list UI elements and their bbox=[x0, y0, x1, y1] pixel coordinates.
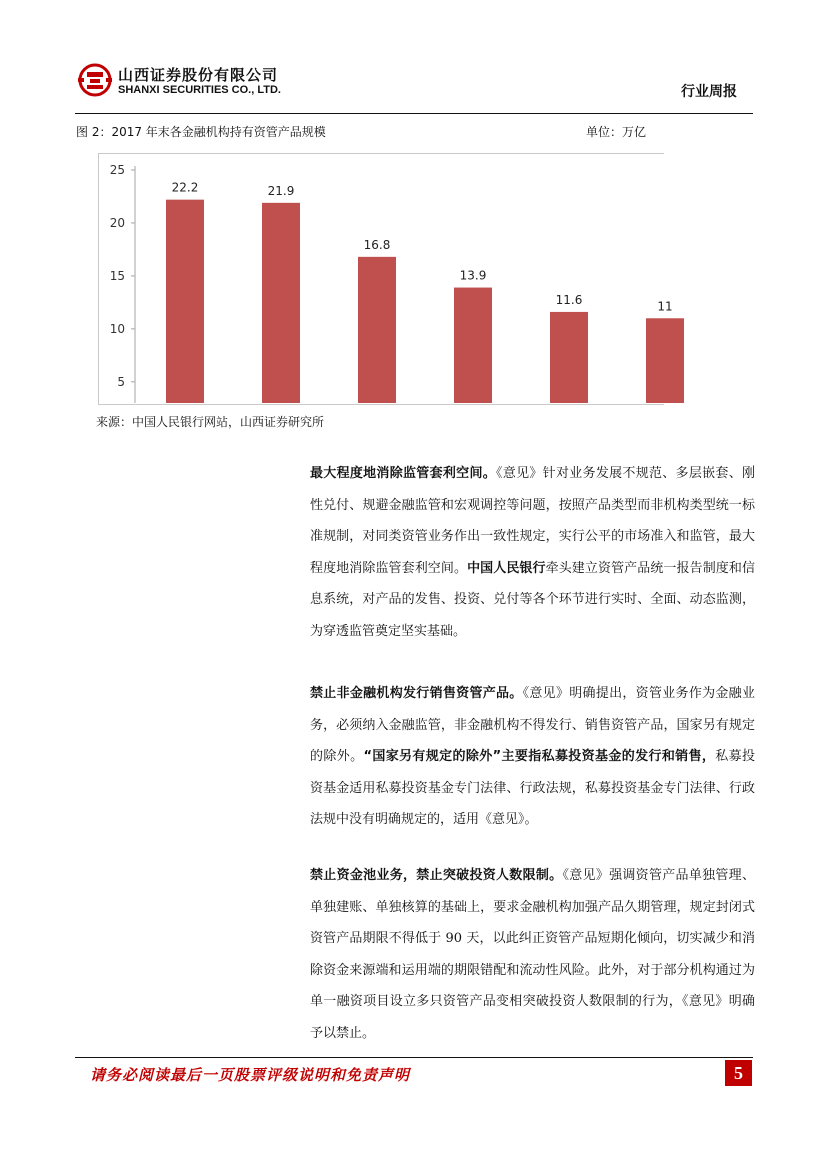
paragraph-emphasis: 中国人民银行 bbox=[467, 560, 546, 576]
bar bbox=[646, 318, 684, 403]
disclaimer-link[interactable]: 请务必阅读最后一页股票评级说明和免责声明 bbox=[90, 1066, 411, 1084]
bar bbox=[166, 200, 204, 403]
bar-chart-svg bbox=[99, 154, 673, 404]
y-tick-label: 15 bbox=[109, 268, 125, 283]
bar bbox=[358, 257, 396, 403]
paragraph-3 bbox=[310, 860, 755, 1049]
paragraph-lead: 禁止资金池业务，禁止突破投资人数限制。 bbox=[310, 868, 563, 883]
y-tick-label: 5 bbox=[117, 374, 125, 389]
paragraph-text: 私募投资基金适用私募投资基金专门法律、行政法规，私募投资基金专门法律、行政法规中没有明确规定的，适用《意见》。 bbox=[310, 749, 755, 827]
paragraph-lead: 最大程度地消除监管套利空间。 bbox=[310, 466, 497, 481]
bar bbox=[454, 288, 492, 403]
figure-unit: 单位：万亿 bbox=[586, 125, 647, 139]
bar-chart bbox=[98, 153, 673, 405]
paragraph-emphasis: “国家另有规定的除外”主要指私募投资基金的发行和销售， bbox=[363, 749, 716, 764]
paragraph-lead: 禁止非金融机构发行销售资管产品。 bbox=[310, 686, 523, 701]
paragraph-text: 《意见》强调资管产品单独管理、单独建账、单独核算的基础上，要求金融机构加强产品久期管理，规定封闭式资管产品期限不得低于 90 天，以此纠正资管产品短期化倾向，切实减少和消除资金来源端和运用端的期限错配和流动性风险。此外，对于部分机构通过为单一融资项目设立多只资管产品变相突破投资人数限制的行为，《意见》明确予以禁止。 bbox=[310, 868, 755, 1041]
footer-divider bbox=[75, 1057, 753, 1058]
company-logo-icon bbox=[78, 63, 112, 97]
paragraph-text: 牵头建立资管产品统一报告制度和信息系统，对产品的发售、投资、兑付等各个环节进行实时、全面、动态监测，为穿透监管奠定坚实基础。 bbox=[310, 560, 755, 639]
header-divider bbox=[75, 113, 753, 114]
bar bbox=[550, 312, 588, 403]
company-name-en: SHANXI SECURITIES CO., LTD. bbox=[118, 84, 281, 96]
report-type: 行业周报 bbox=[681, 84, 737, 100]
y-tick-label: 25 bbox=[109, 163, 125, 177]
bar-value-label: 21.9 bbox=[267, 183, 295, 198]
paragraph-1 bbox=[310, 458, 755, 647]
bar-value-label: 13.9 bbox=[459, 268, 487, 283]
bar-value-label: 22.2 bbox=[171, 180, 199, 195]
paragraph-text: 《意见》针对业务发展不规范、多层嵌套、刚性兑付、规避金融监管和宏观调控等问题，按照产品类型而非机构类型统一标准规制，对同类资管业务作出一致性规定，实行公平的市场准入和监管，最大程度地消除监管套利空间。 bbox=[310, 466, 755, 576]
bar-value-label: 16.8 bbox=[363, 237, 391, 252]
bar-value-label: 11.6 bbox=[555, 292, 583, 307]
figure-title: 图 2：2017 年末各金融机构持有资管产品规模 bbox=[76, 125, 326, 139]
company-name-cn: 山西证券股份有限公司 bbox=[118, 66, 279, 84]
y-tick-label: 20 bbox=[109, 215, 125, 230]
paragraph-text: 《意见》明确提出，资管业务作为金融业务，必须纳入金融监管，非金融机构不得发行、销售资管产品，国家另有规定的除外。 bbox=[310, 686, 755, 764]
figure-source: 来源：中国人民银行网站，山西证券研究所 bbox=[96, 415, 325, 429]
paragraph-2 bbox=[310, 678, 755, 836]
y-tick-label: 10 bbox=[109, 321, 125, 336]
page-number: 5 bbox=[725, 1060, 752, 1086]
bar bbox=[262, 203, 300, 403]
bar-value-label: 11 bbox=[657, 299, 673, 314]
